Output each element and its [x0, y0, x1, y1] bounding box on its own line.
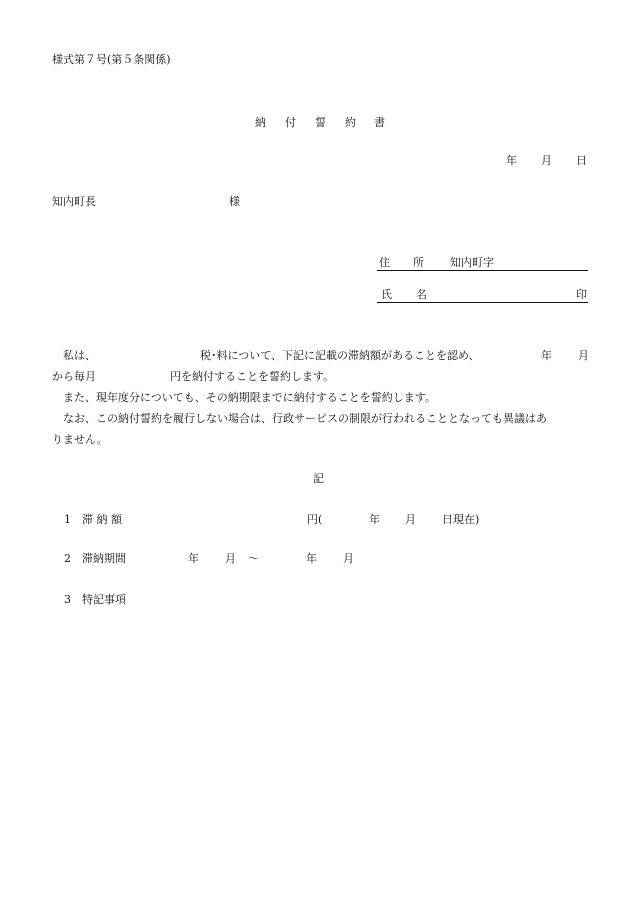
item-day: 日現在): [442, 513, 480, 526]
body-text: なお、この納付誓約を履行しない場合は、行政サービスの制限が行われることとなっても異議はあ: [63, 412, 547, 425]
item-yen: 円(: [307, 513, 323, 526]
item-month: 月: [405, 513, 416, 526]
item-number: 1: [64, 513, 71, 526]
item-month-start: 月: [225, 552, 236, 565]
body-text: りません。: [52, 433, 108, 446]
title-char: 納: [255, 116, 266, 129]
seal-mark: 印: [576, 288, 587, 301]
form-number: 様式第７号(第５条関係): [52, 53, 171, 66]
item-number: 2: [64, 552, 71, 565]
name-label-char: 氏: [381, 288, 392, 301]
body-month: 月: [578, 349, 589, 362]
date-day: 日: [576, 154, 587, 167]
body-year: 年: [541, 349, 552, 362]
name-label-char: 名: [416, 288, 427, 301]
item-label: 滞 納 額: [82, 513, 122, 526]
address-label-char: 住: [379, 256, 390, 269]
address-value: 知内町字: [450, 256, 494, 269]
addressee-honorific: 様: [229, 195, 240, 208]
title-char: 誓: [315, 116, 326, 129]
addressee-name: 知内町長: [52, 195, 96, 208]
title-char: 約: [345, 116, 356, 129]
date-year: 年: [506, 154, 517, 167]
item-year: 年: [369, 513, 380, 526]
date-month: 月: [541, 154, 552, 167]
name-underline: [377, 302, 588, 303]
title-char: 書: [374, 116, 385, 129]
address-label-char: 所: [413, 256, 424, 269]
body-text: 円を納付することを誓約します。: [170, 370, 335, 383]
body-text: 税･料について、下記に記載の滞納額があることを認め、: [200, 349, 480, 362]
item-month-end: 月: [343, 552, 354, 565]
item-label: 滞納期間: [82, 552, 126, 565]
ki-heading: 記: [313, 472, 324, 485]
item-tilde: ～: [248, 552, 259, 565]
title-char: 付: [285, 116, 296, 129]
item-year-start: 年: [188, 552, 199, 565]
item-number: 3: [64, 593, 71, 606]
item-label: 特記事項: [82, 593, 126, 606]
body-text: また、現年度分についても、その納期限までに納付することを誓約します。: [63, 391, 436, 404]
body-text: 私は、: [63, 349, 96, 362]
item-year-end: 年: [306, 552, 317, 565]
address-underline: [377, 270, 588, 271]
body-text: から毎月: [52, 370, 96, 383]
